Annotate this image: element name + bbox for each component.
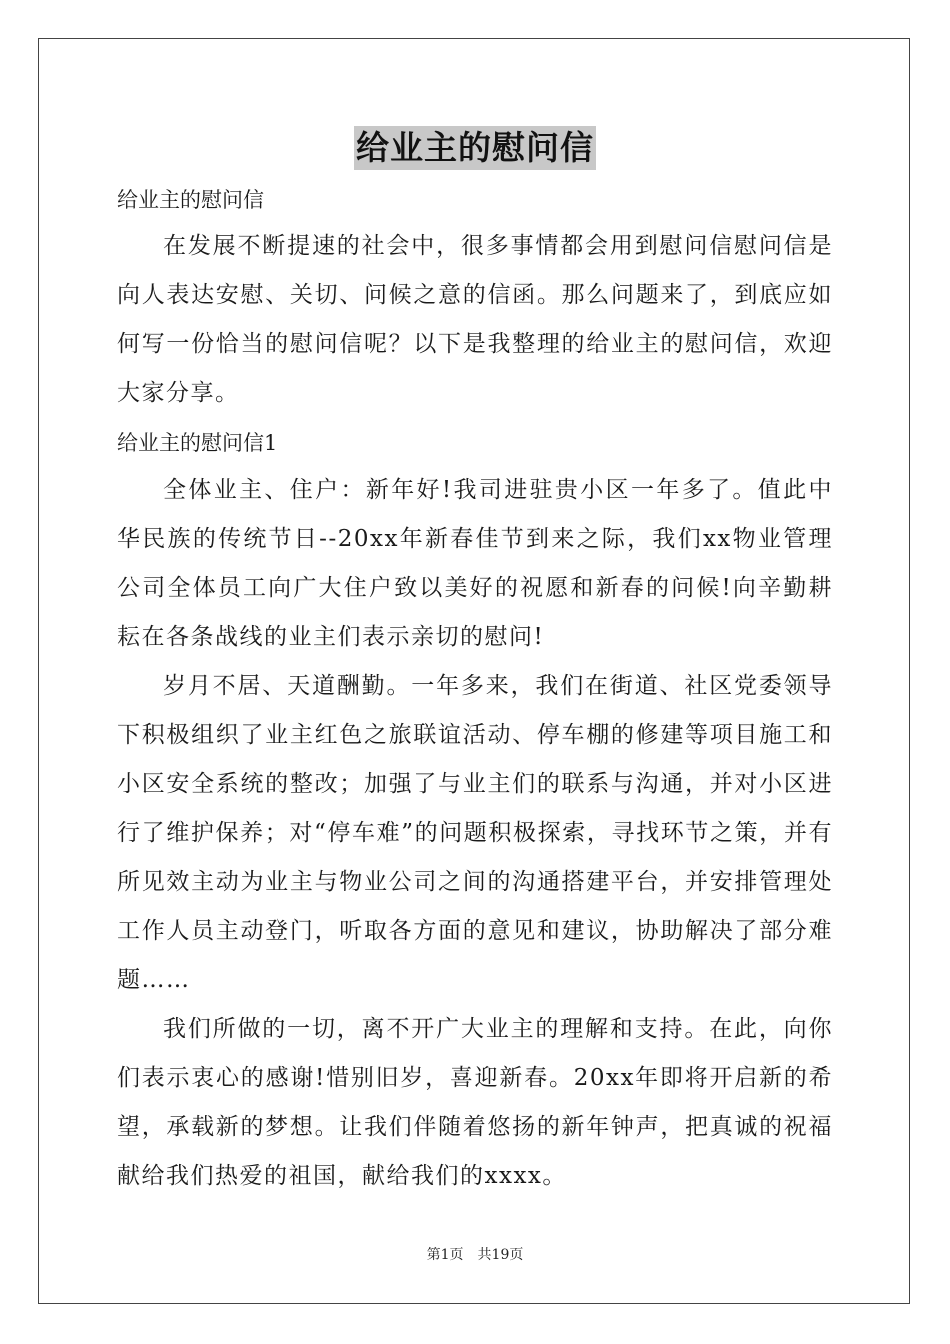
body-paragraph-1: 全体业主、住户：新年好!我司进驻贵小区一年多了。值此中华民族的传统节日--20xx年新春佳节到来之际，我们xx物业管理公司全体员工向广大住户致以美好的祝愿和新春的问候!向辛勤耕耘在各条战线的业主们表示亲切的慰问! (117, 477, 833, 650)
title-container (0, 126, 950, 170)
intro-paragraph: 在发展不断提速的社会中，很多事情都会用到慰问信慰问信是向人表达安慰、关切、问候之意的信函。那么问题来了，到底应如何写一份恰当的慰问信呢？以下是我整理的给业主的慰问信，欢迎大家分享。 (117, 233, 833, 406)
body-paragraph-3: 我们所做的一切，离不开广大业主的理解和支持。在此，向你们表示衷心的感谢!惜别旧岁，喜迎新春。20xx年即将开启新的希望，承载新的梦想。让我们伴随着悠扬的新年钟声，把真诚的祝福献给我们热爱的祖国，献给我们的xxxx。 (117, 1016, 833, 1189)
document-title: 给业主的慰问信 (354, 126, 596, 170)
document-subtitle: 给业主的慰问信 (117, 188, 264, 212)
body-paragraph-2: 岁月不居、天道酬勤。一年多来，我们在街道、社区党委领导下积极组织了业主红色之旅联谊活动、停车棚的修建等项目施工和小区安全系统的整改；加强了与业主们的联系与沟通，并对小区进行了维护保养；对“停车难”的问题积极探索，寻找环节之策，并有所见效主动为业主与物业公司之间的沟通搭建平台，并安排管理处工作人员主动登门，听取各方面的意见和建议，协助解决了部分难题…… (117, 673, 833, 993)
document-body (117, 178, 833, 1201)
section-heading: 给业主的慰问信1 (117, 431, 278, 455)
page-footer: 第1页 共19页 (426, 1247, 524, 1263)
